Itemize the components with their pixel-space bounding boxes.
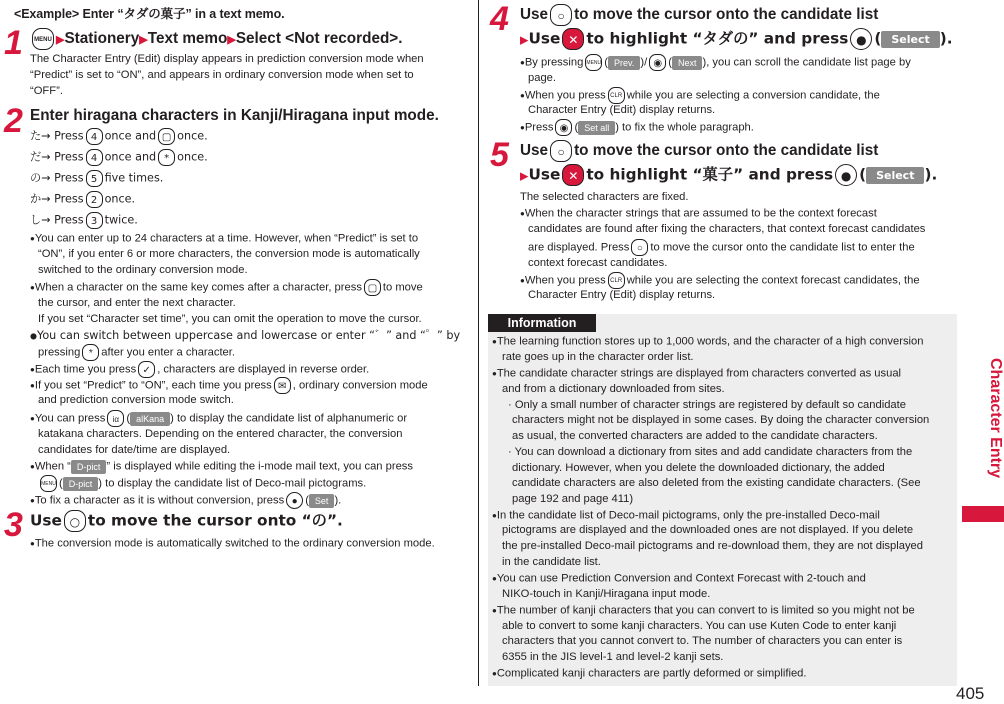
step-number: 3 <box>4 506 21 544</box>
step-text: だ→ Press 4 once and * once. <box>30 150 208 164</box>
alkana-softkey: alKana <box>130 412 170 426</box>
bullet-text: are displayed. Press ○ to move the cursor onto the candidate list to enter the <box>528 239 915 256</box>
info-text: characters that you cannot convert to. The number of characters you can enter is <box>502 635 903 647</box>
bullet-text: ●When the character strings that are assumed to be the context forecast <box>520 207 877 220</box>
step-text: し→ Press 3 twice. <box>30 213 138 227</box>
next-softkey: Next <box>672 56 703 70</box>
step-heading: ▶Use ✕ to highlight “タダの” and press ● ( Select ). <box>520 28 953 50</box>
info-text: able to convert to some kanji characters. You can use Kuten Code to enter kanji <box>502 620 897 632</box>
step-heading: Use ○ to move the cursor onto “の”. <box>30 510 343 532</box>
bullet-text: ●You can press iα ( alKana ) to display the candidate list of alphanumeric or <box>30 410 407 427</box>
info-text: as usual, the converted characters are added to the candidate characters. <box>512 430 878 442</box>
bullet-text: switched to the ordinary conversion mode. <box>38 264 248 276</box>
bullet-text: ●Press ◉ ( Set all ) to fix the whole paragraph. <box>520 119 754 136</box>
section-side-label: Character Entry <box>987 358 1004 479</box>
page-number: 405 <box>956 684 985 703</box>
info-text: candidate characters are also deleted from the existing candidate characters. (See <box>512 477 921 489</box>
info-text: 6355 in the JIS level-1 and level-2 kanji sets. <box>502 651 724 663</box>
step-heading: Enter hiragana characters in Kanji/Hiragana input mode. <box>30 107 439 124</box>
info-bullet: ●The learning function stores up to 1,000 words, and the character of a high conversion <box>492 335 924 348</box>
navigation-key-icon: ○ <box>550 4 572 26</box>
camera-key-icon: ◉ <box>649 54 666 71</box>
key-5-icon: 5 <box>86 170 103 187</box>
bullet-text: Character Entry (Edit) display returns. <box>528 289 716 301</box>
navigation-key-icon: ✕ <box>562 28 584 50</box>
bullet-text: page. <box>528 72 556 84</box>
bullet-text: context forecast candidates. <box>528 257 668 269</box>
step-text: “Predict” is set to “ON”, and appears in ordinary conversion mode when set to <box>30 69 414 81</box>
info-bullet: ●In the candidate list of Deco-mail pictograms, only the pre-installed Deco-mail <box>492 509 880 522</box>
bullet-text: ●By pressing MENU ( Prev. )/ ◉ ( Next ), you can scroll the candidate list page by <box>520 54 911 71</box>
step-number: 5 <box>490 136 507 174</box>
menu-key-icon: MENU <box>32 28 54 50</box>
clear-key-icon: ▢ <box>158 128 175 145</box>
bullet-text: If you set “Character set time”, you can omit the operation to move the cursor. <box>38 313 422 325</box>
info-text: rate goes up in the character order list. <box>502 351 694 363</box>
bullet-text: katakana characters. Depending on the entered character, the conversion <box>38 428 403 440</box>
bullet-text: ●When “ D-pict ” is displayed while editing the i-mode mail text, you can press <box>30 460 413 473</box>
bullet-text: ●The conversion mode is automatically switched to the ordinary conversion mode. <box>30 537 435 550</box>
navigation-key-icon: ○ <box>631 239 648 256</box>
step-number: 2 <box>4 102 21 140</box>
bullet-text: candidates for date/time are displayed. <box>38 444 231 456</box>
step-heading: MENU ▶Stationery▶Text memo▶Select <Not recorded>. <box>30 28 402 50</box>
menu-key-icon: MENU <box>40 475 57 492</box>
clear-key-icon: CLR <box>608 272 625 289</box>
bullet-text: Character Entry (Edit) display returns. <box>528 104 716 116</box>
bullet-text: “ON”, if you enter 6 or more characters, the conversion mode is automatically <box>38 248 420 260</box>
bullet-text: ●When you press CLR while you are selecting a conversion candidate, the <box>520 87 880 104</box>
info-text: pictograms are displayed and the downloaded ones are not displayed. If you delete <box>502 524 914 536</box>
dpict-softkey: D-pict <box>71 460 107 474</box>
info-text: · You can download a dictionary from sites and add candidate characters from the <box>508 446 913 458</box>
step-number: 4 <box>490 0 507 38</box>
asterisk-key-icon: * <box>158 149 175 166</box>
set-all-softkey: Set all <box>578 121 615 135</box>
section-side-marker <box>962 506 1004 522</box>
set-softkey: Set <box>309 494 335 508</box>
info-bullet: ●Complicated kanji characters are partly deformed or simplified. <box>492 667 807 680</box>
step-text: た→ Press 4 once and ▢ once. <box>30 129 208 143</box>
navigation-key-icon: ○ <box>64 510 86 532</box>
step-heading: Use ○ to move the cursor onto the candidate list <box>520 4 878 26</box>
info-bullet: ●The number of kanji characters that you can convert to is limited so you might not be <box>492 604 915 617</box>
bullet-text: ●If you set “Predict” to “ON”, each time you press ✉ , ordinary conversion mode <box>30 377 428 394</box>
i-appli-key-icon: iα <box>107 410 124 427</box>
clear-key-icon: ▢ <box>364 279 381 296</box>
step-text: The Character Entry (Edit) display appears in prediction conversion mode when <box>30 53 424 65</box>
navigation-key-icon: ✕ <box>562 164 584 186</box>
step-heading: ▶Use ✕ to highlight “菓子” and press ● ( Select ). <box>520 164 937 186</box>
bullet-text: ●When you press CLR while you are selecting the context forecast candidates, the <box>520 272 920 289</box>
key-3-icon: 3 <box>86 212 103 229</box>
step-text: “OFF”. <box>30 85 63 97</box>
bullet-text: ●To fix a character as it is without conversion, press ● ( Set ). <box>30 492 341 509</box>
select-softkey: Select <box>866 167 924 184</box>
clear-key-icon: CLR <box>608 87 625 104</box>
step-number: 1 <box>4 24 21 62</box>
clear-key-icon: ✓ <box>138 361 155 378</box>
info-bullet: ●You can use Prediction Conversion and Context Forecast with 2-touch and <box>492 572 866 585</box>
step-text: か→ Press 2 once. <box>30 192 136 206</box>
bullet-text: candidates are found after fixing the characters, that context forecast candidates <box>528 223 926 235</box>
info-text: and from a dictionary downloaded from sites. <box>502 383 725 395</box>
info-bullet: ●The candidate character strings are displayed from characters converted as usual <box>492 367 902 380</box>
example-heading: <Example> Enter “タダの菓子” in a text memo. <box>14 7 285 21</box>
bullet-text: MENU ( D-pict ) to display the candidate list of Deco-mail pictograms. <box>38 475 366 492</box>
info-text: characters might not be displayed in some cases. By doing the character conversion <box>512 414 930 426</box>
navigation-key-icon: ○ <box>550 140 572 162</box>
info-text: NIKO-touch in Kanji/Hiragana input mode. <box>502 588 711 600</box>
step-text: The selected characters are fixed. <box>520 191 689 203</box>
info-text: dictionary. However, when you delete the downloaded dictionary, the added <box>512 462 885 474</box>
camera-key-icon: ◉ <box>555 119 572 136</box>
information-tab: Information <box>488 314 596 332</box>
column-divider <box>478 0 479 686</box>
mail-key-icon: ✉ <box>274 377 291 394</box>
prev-softkey: Prev. <box>608 56 640 70</box>
center-key-icon: ● <box>850 28 872 50</box>
bullet-text: ●Each time you press ✓ , characters are displayed in reverse order. <box>30 361 369 378</box>
center-key-icon: ● <box>835 164 857 186</box>
menu-key-icon: MENU <box>585 54 602 71</box>
key-2-icon: 2 <box>86 191 103 208</box>
step-heading: Use ○ to move the cursor onto the candidate list <box>520 140 878 162</box>
info-text: the pre-installed Deco-mail pictograms and re-download them, they are not displayed <box>502 540 923 552</box>
bullet-text: pressing * after you enter a character. <box>38 344 235 361</box>
bullet-text: ●You can switch between uppercase and lowercase or enter “゛” and “゜” by <box>30 329 461 342</box>
info-text: page 192 and page 411) <box>512 493 634 505</box>
center-key-icon: ● <box>286 492 303 509</box>
key-4-icon: 4 <box>86 149 103 166</box>
step-text: の→ Press 5 five times. <box>30 171 164 185</box>
key-4-icon: 4 <box>86 128 103 145</box>
bullet-text: the cursor, and enter the next character. <box>38 297 236 309</box>
bullet-text: ●When a character on the same key comes after a character, press ▢ to move <box>30 279 423 296</box>
dpict-softkey: D-pict <box>63 477 99 491</box>
bullet-text: ●You can enter up to 24 characters at a time. However, when “Predict” is set to <box>30 232 419 245</box>
select-softkey: Select <box>881 31 939 48</box>
info-text: in the candidate list. <box>502 556 601 568</box>
info-text: · Only a small number of character strings are registered by default so candidate <box>508 399 906 411</box>
bullet-text: and prediction conversion mode switch. <box>38 394 234 406</box>
asterisk-key-icon: * <box>82 344 99 361</box>
